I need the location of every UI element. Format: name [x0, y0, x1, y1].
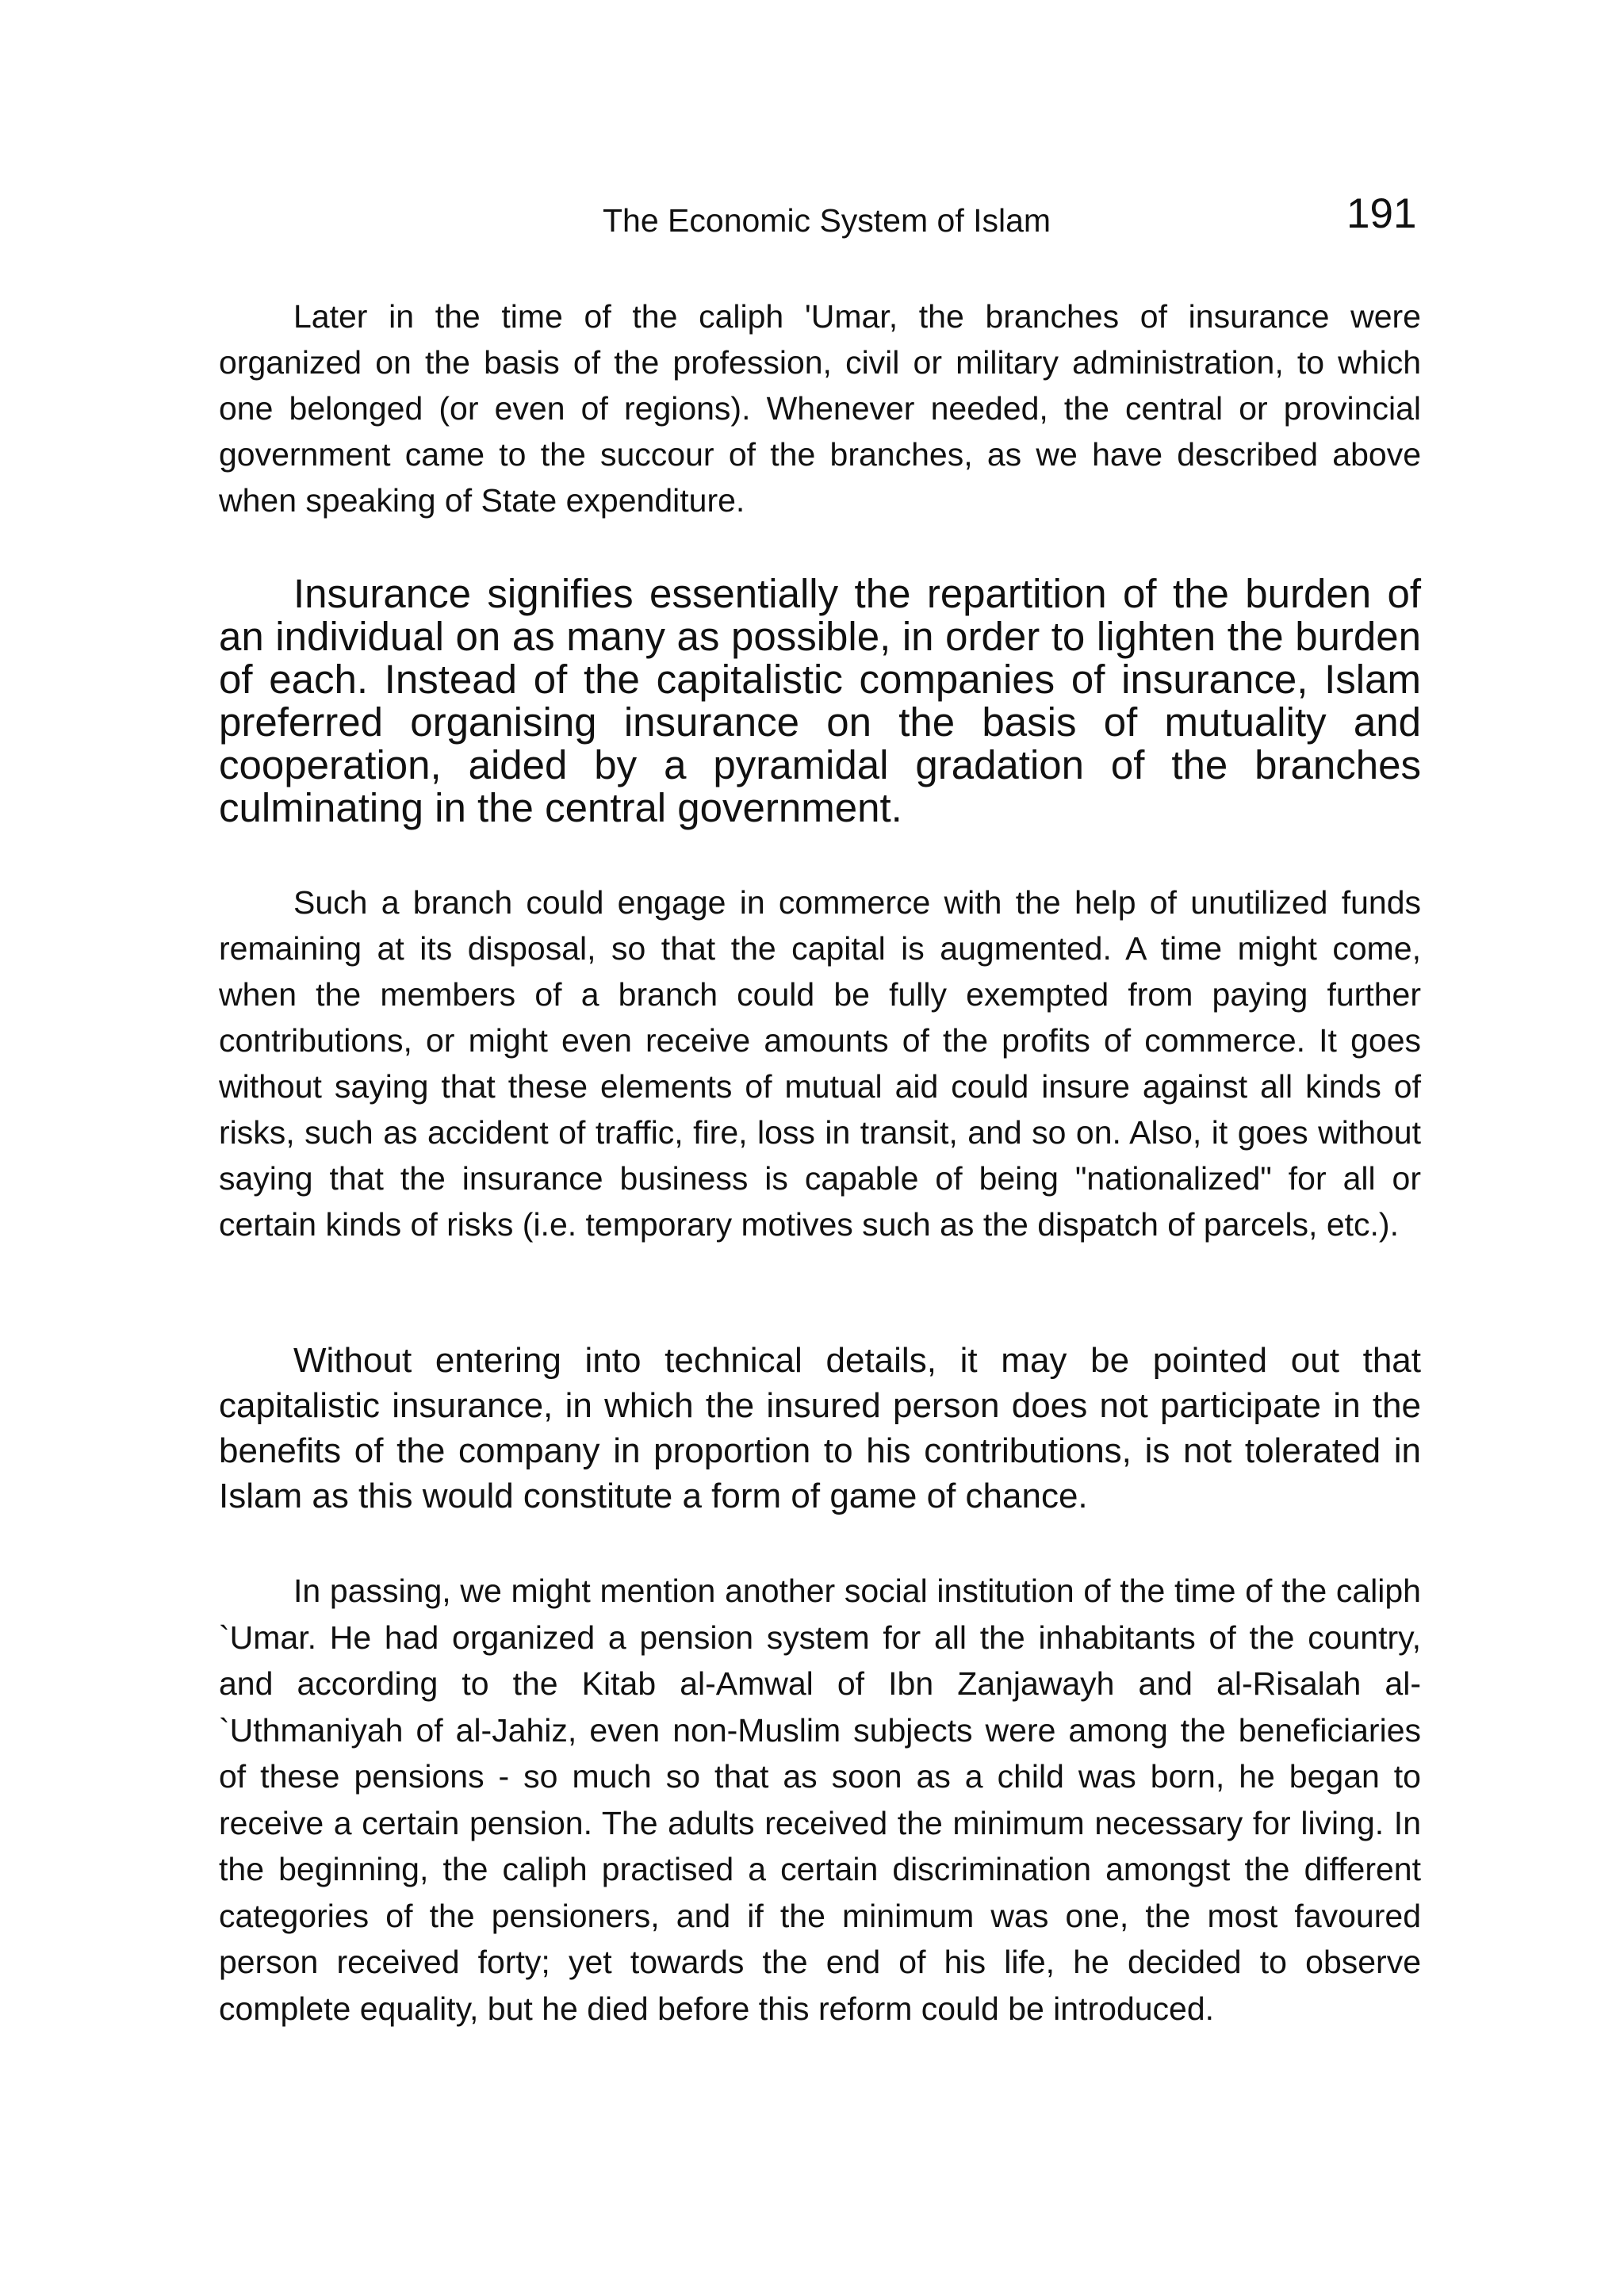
- paragraph-pension-system: In passing, we might mention another social institution of the time of the caliph `Umar. He had organized a pension system for all the inhabitants of the country, and according to the Kitab al-Amwal of Ibn Zanjawayh and al-Risalah al-`Uthmaniyah of al-Jahiz, even non-Muslim subjects were among the beneficiaries of these pensions - so much so that as soon as a child was born, he began to receive a certain pension. The adults received the minimum necessary for living. In the beginning, the caliph practised a certain discrimination amongst the different categories of the pensioners, and if the minimum was one, the most favoured person received forty; yet towards the end of his life, he decided to observe complete equality, but he died before this reform could be introduced.: [219, 1573, 1421, 2027]
- header-title: The Economic System of Islam: [603, 202, 1051, 239]
- running-header: [0, 190, 1624, 244]
- paragraph-insurance-definition: Insurance signifies essentially the repartition of the burden of an individual on as many as possible, in order to lighten the burden of each. Instead of the capitalistic companies of insurance, Islam preferred organising insurance on the basis of mutuality and cooperation, aided by a pyramidal gradation of the branches culminating in the central government.: [219, 571, 1421, 830]
- page-number: 191: [1346, 190, 1417, 237]
- paragraph-branch-commerce: Such a branch could engage in commerce with the help of unutilized funds remaining at its disposal, so that the capital is augmented. A time might come, when the members of a branch could be fully exempted from paying further contributions, or might even receive amounts of the profits of commerce. It goes without saying that these elements of mutual aid could insure against all kinds of risks, such as accident of traffic, fire, loss in transit, and so on. Also, it goes without saying that the insurance business is capable of being "nationalized" for all or certain kinds of risks (i.e. temporary motives such as the dispatch of parcels, etc.).: [219, 884, 1421, 1243]
- paragraph-branches-of-insurance: Later in the time of the caliph 'Umar, the branches of insurance were organized on the basis of the profession, civil or military administration, to which one belonged (or even of regions). Whenever needed, the central or provincial government came to the succour of the branches, as we have described above when speaking of State expenditure.: [219, 298, 1421, 519]
- paragraph-capitalistic-insurance: Without entering into technical details, it may be pointed out that capitalistic insurance, in which the insured person does not participate in the benefits of the company in proportion to his contributions, is not tolerated in Islam as this would constitute a form of game of chance.: [219, 1341, 1421, 1515]
